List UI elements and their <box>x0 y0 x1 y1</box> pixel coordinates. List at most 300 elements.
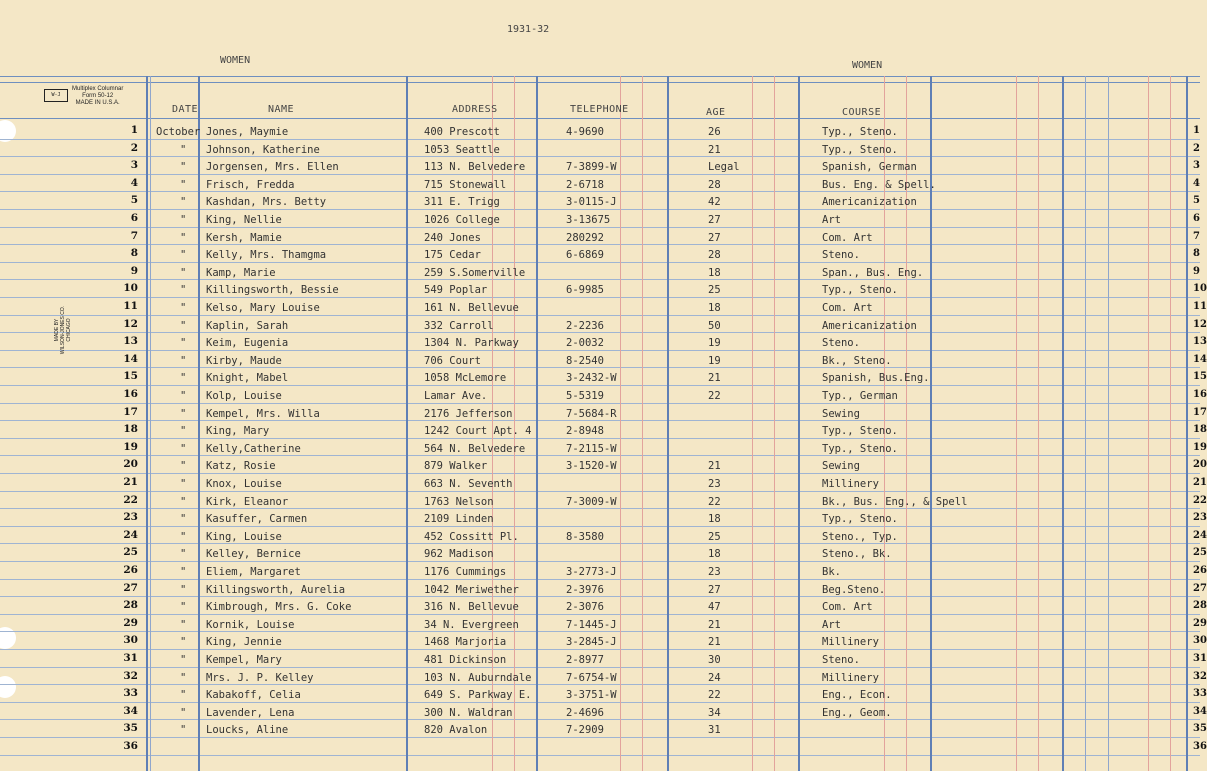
row-number-right: 8 <box>1193 248 1200 259</box>
row-name: Kempel, Mrs. Willa <box>206 408 320 420</box>
row-date: " <box>180 478 187 490</box>
row-rule <box>0 332 1200 333</box>
row-date: " <box>180 443 187 455</box>
row-age: 19 <box>708 355 721 367</box>
row-address: 1053 Seattle <box>424 144 500 156</box>
form-info <box>72 86 123 107</box>
row-telephone: 8-2540 <box>566 355 604 367</box>
row-name: Jorgensen, Mrs. Ellen <box>206 161 339 173</box>
row-age: 26 <box>708 126 721 138</box>
row-rule <box>0 350 1200 351</box>
row-telephone: 3-3751-W <box>566 689 617 701</box>
row-course: Bk. <box>822 566 841 578</box>
row-age: 25 <box>708 531 721 543</box>
row-number-right: 23 <box>1193 512 1207 523</box>
row-date: " <box>180 496 187 508</box>
row-number: 23 <box>123 511 138 523</box>
row-rule <box>0 491 1200 492</box>
column-rule <box>406 76 408 771</box>
row-number: 30 <box>123 634 138 646</box>
row-telephone: 2-8977 <box>566 654 604 666</box>
row-number: 34 <box>123 705 138 717</box>
row-date: " <box>180 672 187 684</box>
row-name: Kolp, Louise <box>206 390 282 402</box>
row-number-right: 14 <box>1193 354 1207 365</box>
row-age: 23 <box>708 478 721 490</box>
year-label: 1931-32 <box>507 24 550 35</box>
row-rule <box>0 455 1200 456</box>
row-number: 25 <box>123 546 138 558</box>
form-brand: Multiplex Columnar <box>72 86 124 92</box>
row-number-right: 32 <box>1193 671 1207 682</box>
right-section-title: WOMEN <box>852 60 883 71</box>
row-name: Kabakoff, Celia <box>206 689 301 701</box>
row-number: 33 <box>123 687 138 699</box>
row-age: 21 <box>708 372 721 384</box>
row-date: " <box>180 531 187 543</box>
row-number-right: 34 <box>1193 706 1207 717</box>
row-number-right: 7 <box>1193 231 1200 242</box>
row-rule <box>0 543 1200 544</box>
column-rule <box>536 76 538 771</box>
row-date: " <box>180 144 187 156</box>
row-telephone: 7-1445-J <box>566 619 617 631</box>
maker-line: MADE BY <box>54 318 60 342</box>
row-number: 22 <box>123 494 138 506</box>
row-age: 50 <box>708 320 721 332</box>
row-date: " <box>180 460 187 472</box>
row-course: Americanization <box>822 320 917 332</box>
row-course: Eng., Geom. <box>822 707 892 719</box>
row-rule <box>0 139 1200 140</box>
row-name: Kasuffer, Carmen <box>206 513 308 525</box>
row-address: 2176 Jefferson <box>424 408 513 420</box>
row-course: Steno. <box>822 337 860 349</box>
row-date: " <box>180 337 187 349</box>
row-telephone: 2-3076 <box>566 601 604 613</box>
row-course: Steno. <box>822 249 860 261</box>
row-telephone: 280292 <box>566 232 604 244</box>
row-name: Frisch, Fredda <box>206 179 295 191</box>
row-address: 549 Poplar <box>424 284 488 296</box>
row-rule <box>0 702 1200 703</box>
column-rule <box>198 76 200 771</box>
row-age: 27 <box>708 232 721 244</box>
row-age: 27 <box>708 584 721 596</box>
row-rule <box>0 737 1200 738</box>
row-course: Com. Art <box>822 601 873 613</box>
row-date: " <box>180 179 187 191</box>
row-age: 21 <box>708 460 721 472</box>
row-age: 21 <box>708 636 721 648</box>
row-name: Johnson, Katherine <box>206 144 320 156</box>
row-number: 13 <box>123 335 138 347</box>
row-address: 161 N. Bellevue <box>424 302 519 314</box>
row-age: Legal <box>708 161 740 173</box>
row-number: 9 <box>130 265 138 277</box>
row-date: October <box>156 126 201 138</box>
row-number-right: 29 <box>1193 618 1207 629</box>
row-name: Kelly,Catherine <box>206 443 301 455</box>
row-number: 7 <box>130 230 138 242</box>
row-number-right: 2 <box>1193 143 1200 154</box>
row-number-right: 26 <box>1193 565 1207 576</box>
row-age: 22 <box>708 689 721 701</box>
row-rule <box>0 755 1200 756</box>
row-age: 22 <box>708 496 721 508</box>
row-address: Lamar Ave. <box>424 390 488 402</box>
row-name: Jones, Maymie <box>206 126 289 138</box>
row-age: 30 <box>708 654 721 666</box>
row-course: Millinery <box>822 672 879 684</box>
row-rule <box>0 156 1200 157</box>
row-age: 28 <box>708 249 721 261</box>
column-rule <box>1016 76 1017 771</box>
row-rule <box>0 244 1200 245</box>
row-telephone: 3-2773-J <box>566 566 617 578</box>
maker-line: WILSON-JONES CO. <box>60 305 66 355</box>
row-name: Katz, Rosie <box>206 460 276 472</box>
row-date: " <box>180 584 187 596</box>
row-number: 20 <box>123 458 138 470</box>
row-telephone: 2-2236 <box>566 320 604 332</box>
row-rule <box>0 508 1200 509</box>
row-date: " <box>180 548 187 560</box>
row-date: " <box>180 161 187 173</box>
column-rule <box>1085 76 1086 771</box>
row-name: King, Nellie <box>206 214 282 226</box>
row-telephone: 2-6718 <box>566 179 604 191</box>
row-age: 24 <box>708 672 721 684</box>
column-rule <box>1148 76 1149 771</box>
column-header-address: ADDRESS <box>452 104 498 115</box>
row-rule <box>0 227 1200 228</box>
row-name: Kornik, Louise <box>206 619 295 631</box>
row-age: 18 <box>708 302 721 314</box>
row-number: 26 <box>123 564 138 576</box>
row-course: Typ., Steno. <box>822 126 898 138</box>
row-number: 1 <box>130 124 138 136</box>
row-name: Kempel, Mary <box>206 654 282 666</box>
row-number: 29 <box>123 617 138 629</box>
row-address: 259 S.Somerville <box>424 267 526 279</box>
row-address: 316 N. Bellevue <box>424 601 519 613</box>
row-address: 663 N. Seventh <box>424 478 513 490</box>
row-rule <box>0 473 1200 474</box>
row-telephone: 3-2845-J <box>566 636 617 648</box>
row-name: Kimbrough, Mrs. G. Coke <box>206 601 352 613</box>
row-number-right: 6 <box>1193 213 1200 224</box>
row-number-right: 19 <box>1193 442 1207 453</box>
top-rule <box>0 82 1200 83</box>
row-address: 332 Carroll <box>424 320 494 332</box>
row-number-right: 10 <box>1193 283 1207 294</box>
row-rule <box>0 649 1200 650</box>
row-date: " <box>180 196 187 208</box>
row-address: 649 S. Parkway E. <box>424 689 532 701</box>
row-number-right: 3 <box>1193 160 1200 171</box>
row-number: 16 <box>123 388 138 400</box>
row-address: 400 Prescott <box>424 126 500 138</box>
row-course: Bk., Steno. <box>822 355 892 367</box>
row-address: 1176 Cummings <box>424 566 507 578</box>
made-in-label: MADE IN U.S.A. <box>75 100 120 106</box>
row-number-right: 13 <box>1193 336 1207 347</box>
row-number: 11 <box>123 300 138 312</box>
row-address: 1026 College <box>424 214 500 226</box>
column-rule <box>1038 76 1039 771</box>
row-age: 22 <box>708 390 721 402</box>
row-address: 452 Cossitt Pl. <box>424 531 519 543</box>
row-number-right: 27 <box>1193 583 1207 594</box>
row-date: " <box>180 513 187 525</box>
row-course: Steno., Bk. <box>822 548 892 560</box>
row-age: 27 <box>708 214 721 226</box>
row-number: 21 <box>123 476 138 488</box>
row-address: 1763 Nelson <box>424 496 494 508</box>
row-date: " <box>180 601 187 613</box>
row-number: 24 <box>123 529 138 541</box>
row-number-right: 36 <box>1193 741 1207 752</box>
row-rule <box>0 631 1200 632</box>
row-course: Com. Art <box>822 302 873 314</box>
row-telephone: 7-3899-W <box>566 161 617 173</box>
row-age: 42 <box>708 196 721 208</box>
row-address: 564 N. Belvedere <box>424 443 526 455</box>
row-number: 4 <box>130 177 138 189</box>
row-number: 6 <box>130 212 138 224</box>
row-date: " <box>180 284 187 296</box>
row-address: 175 Cedar <box>424 249 481 261</box>
row-course: Beg.Steno. <box>822 584 886 596</box>
row-number-right: 33 <box>1193 688 1207 699</box>
row-course: Millinery <box>822 478 879 490</box>
row-name: Keim, Eugenia <box>206 337 289 349</box>
row-number-right: 28 <box>1193 600 1207 611</box>
row-telephone: 8-3580 <box>566 531 604 543</box>
row-age: 47 <box>708 601 721 613</box>
row-date: " <box>180 425 187 437</box>
column-header-date: DATE <box>172 104 199 115</box>
row-address: 34 N. Evergreen <box>424 619 519 631</box>
row-telephone: 6-9985 <box>566 284 604 296</box>
row-name: Kelso, Mary Louise <box>206 302 320 314</box>
row-name: Killingsworth, Bessie <box>206 284 339 296</box>
row-telephone: 5-5319 <box>566 390 604 402</box>
maker-line: CHICAGO <box>66 318 72 342</box>
row-number-right: 22 <box>1193 495 1207 506</box>
row-number: 5 <box>130 194 138 206</box>
top-rule <box>0 76 1200 77</box>
row-rule <box>0 684 1200 685</box>
row-number: 15 <box>123 370 138 382</box>
column-rule <box>1186 76 1188 771</box>
row-rule <box>0 385 1200 386</box>
row-number-right: 1 <box>1193 125 1200 136</box>
row-address: 820 Avalon <box>424 724 488 736</box>
row-age: 19 <box>708 337 721 349</box>
row-course: Steno. <box>822 654 860 666</box>
row-number-right: 30 <box>1193 635 1207 646</box>
row-course: Steno., Typ. <box>822 531 898 543</box>
row-age: 23 <box>708 566 721 578</box>
column-rule <box>642 76 643 771</box>
row-name: Kelley, Bernice <box>206 548 301 560</box>
row-number-right: 5 <box>1193 195 1200 206</box>
row-rule <box>0 579 1200 580</box>
row-rule <box>0 262 1200 263</box>
row-rule <box>0 297 1200 298</box>
row-number-right: 20 <box>1193 459 1207 470</box>
row-age: 34 <box>708 707 721 719</box>
column-header-telephone: TELEPHONE <box>570 104 629 115</box>
row-name: Kersh, Mamie <box>206 232 282 244</box>
row-address: 1242 Court Apt. 4 <box>424 425 532 437</box>
row-rule <box>0 191 1200 192</box>
row-number-right: 31 <box>1193 653 1207 664</box>
row-course: Eng., Econ. <box>822 689 892 701</box>
row-number: 27 <box>123 582 138 594</box>
row-course: Typ., German <box>822 390 898 402</box>
row-course: Typ., Steno. <box>822 443 898 455</box>
row-age: 28 <box>708 179 721 191</box>
row-rule <box>0 596 1200 597</box>
column-rule <box>774 76 775 771</box>
row-name: Lavender, Lena <box>206 707 295 719</box>
row-telephone: 7-2115-W <box>566 443 617 455</box>
maker-imprint <box>54 300 72 360</box>
row-date: " <box>180 267 187 279</box>
row-rule <box>0 667 1200 668</box>
row-address: 240 Jones <box>424 232 481 244</box>
row-name: Loucks, Aline <box>206 724 289 736</box>
row-rule <box>0 561 1200 562</box>
row-age: 18 <box>708 267 721 279</box>
row-date: " <box>180 214 187 226</box>
row-number: 18 <box>123 423 138 435</box>
row-course: Spanish, Bus.Eng. <box>822 372 930 384</box>
row-date: " <box>180 707 187 719</box>
row-telephone: 4-9690 <box>566 126 604 138</box>
row-age: 31 <box>708 724 721 736</box>
row-name: King, Mary <box>206 425 270 437</box>
row-telephone: 3-13675 <box>566 214 611 226</box>
row-rule <box>0 526 1200 527</box>
row-number-right: 24 <box>1193 530 1207 541</box>
row-rule <box>0 438 1200 439</box>
row-number: 14 <box>123 353 138 365</box>
row-number-right: 9 <box>1193 266 1200 277</box>
row-address: 962 Madison <box>424 548 494 560</box>
row-course: Typ., Steno. <box>822 425 898 437</box>
row-date: " <box>180 724 187 736</box>
row-address: 879 Walker <box>424 460 488 472</box>
row-age: 25 <box>708 284 721 296</box>
row-telephone: 3-1520-W <box>566 460 617 472</box>
row-course: Span., Bus. Eng. <box>822 267 924 279</box>
row-date: " <box>180 619 187 631</box>
column-rule <box>752 76 753 771</box>
row-course: Sewing <box>822 408 860 420</box>
row-address: 300 N. Waldran <box>424 707 513 719</box>
row-address: 113 N. Belvedere <box>424 161 526 173</box>
row-address: 1042 Meriwether <box>424 584 519 596</box>
row-number: 8 <box>130 247 138 259</box>
row-address: 1058 McLemore <box>424 372 507 384</box>
row-number: 19 <box>123 441 138 453</box>
header-rule <box>0 118 1200 119</box>
row-telephone: 2-3976 <box>566 584 604 596</box>
column-rule <box>667 76 669 771</box>
row-number-right: 21 <box>1193 477 1207 488</box>
row-number: 31 <box>123 652 138 664</box>
row-telephone: 7-6754-W <box>566 672 617 684</box>
row-name: Kaplin, Sarah <box>206 320 289 332</box>
row-number-right: 4 <box>1193 178 1200 189</box>
row-number: 36 <box>123 740 138 752</box>
row-course: Sewing <box>822 460 860 472</box>
row-course: Com. Art <box>822 232 873 244</box>
row-telephone: 7-5684-R <box>566 408 617 420</box>
row-address: 481 Dickinson <box>424 654 507 666</box>
row-number: 10 <box>123 282 138 294</box>
row-rule <box>0 209 1200 210</box>
row-age: 21 <box>708 619 721 631</box>
row-rule <box>0 367 1200 368</box>
row-date: " <box>180 355 187 367</box>
row-name: Mrs. J. P. Kelley <box>206 672 314 684</box>
row-number: 12 <box>123 318 138 330</box>
column-rule <box>1170 76 1171 771</box>
wilson-jones-logo: W-J <box>44 89 68 102</box>
row-number-right: 17 <box>1193 407 1207 418</box>
row-telephone: 6-6869 <box>566 249 604 261</box>
row-address: 311 E. Trigg <box>424 196 500 208</box>
column-rule <box>514 76 515 771</box>
row-telephone: 2-8948 <box>566 425 604 437</box>
row-name: Kirk, Eleanor <box>206 496 289 508</box>
column-rule <box>798 76 800 771</box>
row-course: Art <box>822 619 841 631</box>
row-address: 1304 N. Parkway <box>424 337 519 349</box>
row-name: Kirby, Maude <box>206 355 282 367</box>
row-address: 2109 Linden <box>424 513 494 525</box>
row-date: " <box>180 654 187 666</box>
row-date: " <box>180 320 187 332</box>
row-rule <box>0 174 1200 175</box>
row-date: " <box>180 372 187 384</box>
row-name: Kashdan, Mrs. Betty <box>206 196 327 208</box>
row-name: Eliem, Margaret <box>206 566 301 578</box>
row-date: " <box>180 249 187 261</box>
row-course: Typ., Steno. <box>822 284 898 296</box>
row-rule <box>0 279 1200 280</box>
column-rule <box>1108 76 1109 771</box>
row-date: " <box>180 636 187 648</box>
row-date: " <box>180 302 187 314</box>
row-course: Art <box>822 214 841 226</box>
row-number-right: 11 <box>1193 301 1207 312</box>
row-rule <box>0 614 1200 615</box>
row-number-right: 16 <box>1193 389 1207 400</box>
row-number-right: 15 <box>1193 371 1207 382</box>
row-course: Typ., Steno. <box>822 144 898 156</box>
punch-hole <box>0 676 16 698</box>
row-course: Millinery <box>822 636 879 648</box>
column-header-course: COURSE <box>842 107 882 118</box>
row-name: Killingsworth, Aurelia <box>206 584 346 596</box>
row-rule <box>0 315 1200 316</box>
